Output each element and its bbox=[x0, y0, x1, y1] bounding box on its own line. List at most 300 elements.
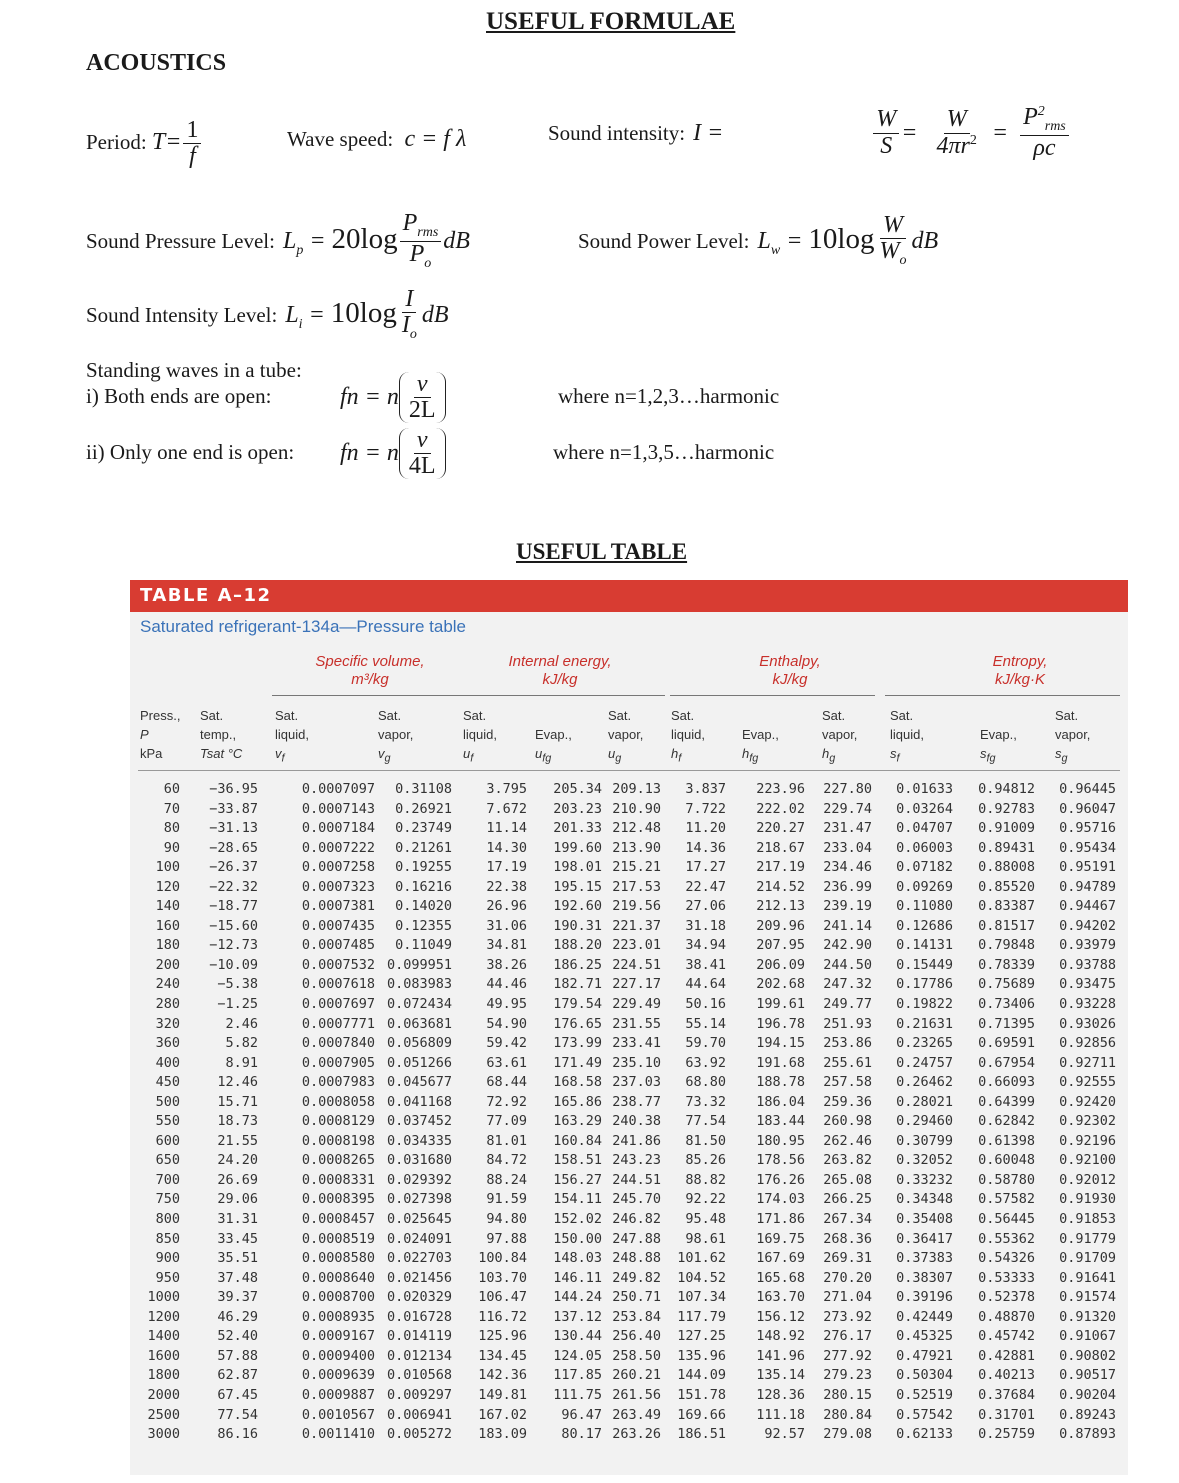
period-label: Period: bbox=[86, 130, 147, 155]
table-cell: 0.93026 bbox=[1059, 1015, 1116, 1032]
table-cell: 0.014119 bbox=[386, 1328, 452, 1345]
table-cell: 0.0007618 bbox=[301, 976, 375, 993]
table-cell: 188.20 bbox=[553, 937, 602, 954]
table-cell: 224.51 bbox=[612, 956, 661, 973]
table-cell: 0.79848 bbox=[978, 937, 1035, 954]
table-cell: 80 bbox=[163, 820, 180, 837]
table-cell: 107.34 bbox=[677, 1289, 726, 1306]
divider bbox=[460, 695, 665, 696]
table-cell: 137.12 bbox=[553, 1308, 602, 1325]
table-cell: 0.88008 bbox=[978, 859, 1035, 876]
table-cell: 0.0007435 bbox=[301, 917, 375, 934]
table-cell: 0.90204 bbox=[1059, 1386, 1116, 1403]
table-cell: 0.0007258 bbox=[301, 859, 375, 876]
column-ufg bbox=[553, 780, 602, 1445]
table-cell: 165.86 bbox=[553, 1093, 602, 1110]
table-cell: 0.0008129 bbox=[301, 1113, 375, 1130]
table-cell: 0.072434 bbox=[386, 996, 452, 1013]
table-cell: 250.71 bbox=[612, 1289, 661, 1306]
table-cell: 0.33232 bbox=[896, 1171, 953, 1188]
table-cell: 176.26 bbox=[756, 1171, 805, 1188]
col-ufg-header: Evap., $u_{fg}$ bbox=[535, 727, 572, 765]
table-cell: 259.36 bbox=[823, 1093, 872, 1110]
table-cell: 176.65 bbox=[553, 1015, 602, 1032]
table-cell: 0.62842 bbox=[978, 1113, 1035, 1130]
table-cell: 77.09 bbox=[486, 1113, 527, 1130]
table-cell: 17.19 bbox=[486, 859, 527, 876]
table-cell: 156.27 bbox=[553, 1171, 602, 1188]
column-hf bbox=[677, 780, 726, 1445]
table-cell: 125.96 bbox=[478, 1328, 527, 1345]
table-cell: 0.0007184 bbox=[301, 820, 375, 837]
table-cell: 186.51 bbox=[677, 1426, 726, 1443]
table-cell: 44.64 bbox=[685, 976, 726, 993]
group-specific-volume: Specific volume, m³/kg bbox=[315, 653, 425, 688]
table-cell: 127.25 bbox=[677, 1328, 726, 1345]
table-cell: 150.00 bbox=[553, 1230, 602, 1247]
table-cell: 111.18 bbox=[756, 1406, 805, 1423]
table-cell: 269.31 bbox=[823, 1250, 872, 1267]
table-cell: 0.95716 bbox=[1059, 820, 1116, 837]
table-cell: 0.020329 bbox=[386, 1289, 452, 1306]
table-cell: 50.16 bbox=[685, 996, 726, 1013]
table-cell: 167.69 bbox=[756, 1250, 805, 1267]
table-cell: 0.61398 bbox=[978, 1132, 1035, 1149]
table-cell: 202.68 bbox=[756, 976, 805, 993]
table-cell: 0.91009 bbox=[978, 820, 1035, 837]
table-cell: 7.672 bbox=[486, 800, 527, 817]
table-cell: 169.66 bbox=[677, 1406, 726, 1423]
divider bbox=[885, 695, 1120, 696]
table-cell: 0.71395 bbox=[978, 1015, 1035, 1032]
one-open-label: ii) Only one end is open: bbox=[86, 440, 295, 464]
table-cell: 231.47 bbox=[823, 820, 872, 837]
table-cell: 240.38 bbox=[612, 1113, 661, 1130]
table-cell: 156.12 bbox=[756, 1308, 805, 1325]
table-cell: −5.38 bbox=[217, 976, 258, 993]
table-cell: 0.024091 bbox=[386, 1230, 452, 1247]
table-cell: 146.11 bbox=[553, 1269, 602, 1286]
table-cell: 35.51 bbox=[217, 1250, 258, 1267]
table-cell: 180.95 bbox=[756, 1132, 805, 1149]
refrigerant-table bbox=[130, 580, 1128, 1475]
table-cell: 167.02 bbox=[478, 1406, 527, 1423]
table-cell: 0.0007532 bbox=[301, 956, 375, 973]
table-cell: 0.42881 bbox=[978, 1347, 1035, 1364]
table-cell: 247.32 bbox=[823, 976, 872, 993]
table-cell: 72.92 bbox=[486, 1093, 527, 1110]
table-cell: 0.31108 bbox=[395, 781, 452, 797]
col-uf-header: Sat. liquid, $u_f$ bbox=[463, 708, 497, 765]
table-cell: 37.48 bbox=[217, 1269, 258, 1286]
table-cell: 0.37383 bbox=[896, 1250, 953, 1267]
standing-waves-heading: Standing waves in a tube: bbox=[86, 358, 302, 382]
table-cell: 231.55 bbox=[612, 1015, 661, 1032]
table-cell: 245.70 bbox=[612, 1191, 661, 1208]
table-cell: 0.95191 bbox=[1059, 859, 1116, 876]
table-cell: 279.23 bbox=[823, 1367, 872, 1384]
table-cell: 261.56 bbox=[612, 1386, 661, 1403]
table-cell: 550 bbox=[155, 1113, 180, 1130]
table-cell: 27.06 bbox=[685, 898, 726, 915]
table-cell: 1000 bbox=[147, 1289, 180, 1306]
col-vf-header: Sat. liquid, $v_f$ bbox=[275, 708, 309, 765]
table-cell: 0.037452 bbox=[386, 1113, 452, 1130]
table-cell: 60 bbox=[163, 781, 180, 797]
table-cell: 18.73 bbox=[217, 1113, 258, 1130]
table-cell: 94.80 bbox=[486, 1211, 527, 1228]
table-cell: 144.24 bbox=[553, 1289, 602, 1306]
table-cell: 0.38307 bbox=[896, 1269, 953, 1286]
table-cell: 0.14131 bbox=[896, 937, 953, 954]
table-cell: 0.07182 bbox=[896, 859, 953, 876]
table-cell: 0.17786 bbox=[896, 976, 953, 993]
table-cell: 191.68 bbox=[756, 1054, 805, 1071]
table-cell: 195.15 bbox=[553, 878, 602, 895]
table-cell: 104.52 bbox=[677, 1269, 726, 1286]
table-cell: 0.53333 bbox=[978, 1269, 1035, 1286]
table-cell: 81.01 bbox=[486, 1132, 527, 1149]
table-cell: 201.33 bbox=[553, 820, 602, 837]
table-cell: 0.92711 bbox=[1059, 1054, 1116, 1071]
table-cell: 0.39196 bbox=[896, 1289, 953, 1306]
table-cell: 21.55 bbox=[217, 1132, 258, 1149]
table-cell: 227.80 bbox=[823, 781, 872, 797]
table-cell: 217.53 bbox=[612, 878, 661, 895]
table-cell: 180 bbox=[155, 937, 180, 954]
table-cell: 1600 bbox=[147, 1347, 180, 1364]
table-cell: 0.92420 bbox=[1059, 1093, 1116, 1110]
table-cell: 97.88 bbox=[486, 1230, 527, 1247]
table-cell: 221.37 bbox=[612, 917, 661, 934]
table-cell: 24.20 bbox=[217, 1152, 258, 1169]
table-cell: 81.50 bbox=[685, 1132, 726, 1149]
table-cell: 0.32052 bbox=[896, 1152, 953, 1169]
table-cell: 223.01 bbox=[612, 937, 661, 954]
table-cell: 128.36 bbox=[756, 1386, 805, 1403]
table-cell: 0.12686 bbox=[896, 917, 953, 934]
table-cell: 0.93228 bbox=[1059, 996, 1116, 1013]
group-entropy: Entropy, kJ/kg·K bbox=[992, 653, 1048, 688]
col-sf-header: Sat. liquid, $s_f$ bbox=[890, 708, 924, 765]
table-cell: 246.82 bbox=[612, 1211, 661, 1228]
table-cell: 57.88 bbox=[217, 1347, 258, 1364]
table-cell: 600 bbox=[155, 1132, 180, 1149]
table-cell: 31.06 bbox=[486, 917, 527, 934]
table-cell: 59.70 bbox=[685, 1035, 726, 1052]
table-cell: 255.61 bbox=[823, 1054, 872, 1071]
table-cell: 0.47921 bbox=[896, 1347, 953, 1364]
table-cell: 173.99 bbox=[553, 1035, 602, 1052]
column-vf bbox=[302, 780, 375, 1445]
table-cell: 0.03264 bbox=[896, 800, 953, 817]
table-cell: 117.79 bbox=[677, 1308, 726, 1325]
table-cell: 11.20 bbox=[685, 820, 726, 837]
table-cell: 49.95 bbox=[486, 996, 527, 1013]
table-cell: 148.03 bbox=[553, 1250, 602, 1267]
table-cell: 0.75689 bbox=[978, 976, 1035, 993]
table-cell: 124.05 bbox=[553, 1347, 602, 1364]
table-cell: 95.48 bbox=[685, 1211, 726, 1228]
table-cell: 186.04 bbox=[756, 1093, 805, 1110]
table-cell: 0.56445 bbox=[978, 1211, 1035, 1228]
table-cell: 0.0008700 bbox=[301, 1289, 375, 1306]
table-cell: 92.22 bbox=[685, 1191, 726, 1208]
table-cell: 0.91067 bbox=[1059, 1328, 1116, 1345]
table-cell: 59.42 bbox=[486, 1035, 527, 1052]
table-cell: 263.49 bbox=[612, 1406, 661, 1423]
table-cell: 0.0008198 bbox=[301, 1132, 375, 1149]
table-cell: 26.69 bbox=[217, 1171, 258, 1188]
table-cell: 0.021456 bbox=[386, 1269, 452, 1286]
both-open-formula: fn = n $\frac{v}{2L}$ bbox=[340, 372, 446, 423]
table-cell: 7.722 bbox=[685, 800, 726, 817]
table-cell: 31.31 bbox=[217, 1211, 258, 1228]
table-cell: 249.82 bbox=[612, 1269, 661, 1286]
table-cell: 88.82 bbox=[685, 1171, 726, 1188]
table-cell: 0.0007381 bbox=[301, 898, 375, 915]
table-cell: 0.92012 bbox=[1059, 1171, 1116, 1188]
table-cell: 140 bbox=[155, 898, 180, 915]
spl-formula: Sound Pressure Level: $L_p = 20\log$ $\frac{P_{rms}}{P_o}$ dB bbox=[86, 210, 470, 271]
table-cell: 263.26 bbox=[612, 1426, 661, 1443]
table-cell: 0.50304 bbox=[896, 1367, 953, 1384]
table-cell: 135.14 bbox=[756, 1367, 805, 1384]
column-vg bbox=[387, 780, 452, 1445]
table-cell: 214.52 bbox=[756, 878, 805, 895]
table-cell: 0.0007983 bbox=[301, 1074, 375, 1091]
table-cell: 0.034335 bbox=[386, 1132, 452, 1149]
table-cell: 360 bbox=[155, 1035, 180, 1052]
table-cell: 265.08 bbox=[823, 1171, 872, 1188]
both-open-label: i) Both ends are open: bbox=[86, 384, 272, 408]
table-cell: 217.19 bbox=[756, 859, 805, 876]
table-cell: 34.81 bbox=[486, 937, 527, 954]
spl-label: Sound Pressure Level: bbox=[86, 228, 275, 253]
table-cell: 700 bbox=[155, 1171, 180, 1188]
table-cell: 0.0009167 bbox=[301, 1328, 375, 1345]
table-cell: 0.62133 bbox=[896, 1426, 953, 1443]
table-cell: 212.48 bbox=[612, 820, 661, 837]
table-cell: 0.099951 bbox=[386, 956, 452, 973]
table-cell: 270.20 bbox=[823, 1269, 872, 1286]
table-cell: −26.37 bbox=[209, 859, 258, 876]
column-sg bbox=[1059, 780, 1116, 1445]
table-cell: 0.93979 bbox=[1059, 937, 1116, 954]
acoustics-heading: ACOUSTICS bbox=[86, 50, 227, 76]
table-cell: 233.41 bbox=[612, 1035, 661, 1052]
table-cell: 0.21261 bbox=[395, 839, 452, 856]
table-cell: 0.94812 bbox=[978, 781, 1035, 797]
table-cell: 199.60 bbox=[553, 839, 602, 856]
table-cell: 750 bbox=[155, 1191, 180, 1208]
table-cell: 850 bbox=[155, 1230, 180, 1247]
table-cell: 253.86 bbox=[823, 1035, 872, 1052]
table-cell: 88.24 bbox=[486, 1171, 527, 1188]
table-cell: 149.81 bbox=[478, 1386, 527, 1403]
table-cell: 0.91320 bbox=[1059, 1308, 1116, 1325]
table-cell: 0.94789 bbox=[1059, 878, 1116, 895]
table-cell: 0.26921 bbox=[395, 800, 452, 817]
table-cell: 54.90 bbox=[486, 1015, 527, 1032]
table-id: TABLE A–12 bbox=[130, 580, 1128, 612]
table-cell: 0.93788 bbox=[1059, 956, 1116, 973]
table-cell: 268.36 bbox=[823, 1230, 872, 1247]
table-cell: 188.78 bbox=[756, 1074, 805, 1091]
table-cell: 0.35408 bbox=[896, 1211, 953, 1228]
table-cell: 130.44 bbox=[553, 1328, 602, 1345]
table-cell: 0.0008331 bbox=[301, 1171, 375, 1188]
table-cell: 0.29460 bbox=[896, 1113, 953, 1130]
table-cell: 279.08 bbox=[823, 1426, 872, 1443]
table-cell: 141.96 bbox=[756, 1347, 805, 1364]
table-cell: 160.84 bbox=[553, 1132, 602, 1149]
col-ug-header: Sat. vapor, $u_g$ bbox=[608, 708, 644, 765]
table-cell: 44.46 bbox=[486, 976, 527, 993]
table-cell: 0.09269 bbox=[896, 878, 953, 895]
table-cell: 116.72 bbox=[478, 1308, 527, 1325]
table-cell: 98.61 bbox=[685, 1230, 726, 1247]
table-cell: 215.21 bbox=[612, 859, 661, 876]
table-cell: −18.77 bbox=[209, 898, 258, 915]
table-cell: 0.60048 bbox=[978, 1152, 1035, 1169]
column-press bbox=[147, 780, 180, 1445]
sound-intensity-formula: Sound intensity: I = $\frac{W}{S}$ = $\frac{W}{4\pi r^2}$ = $\frac{P^2_{rms}}{\rho c}$ bbox=[548, 88, 1071, 178]
table-cell: 244.50 bbox=[823, 956, 872, 973]
table-cell: 218.67 bbox=[756, 839, 805, 856]
table-cell: 0.95434 bbox=[1059, 839, 1116, 856]
table-cell: 163.29 bbox=[553, 1113, 602, 1130]
swl-label: Sound Power Level: bbox=[578, 228, 750, 253]
table-cell: 8.91 bbox=[225, 1054, 258, 1071]
column-sfg bbox=[978, 780, 1035, 1445]
table-cell: 0.11049 bbox=[395, 937, 452, 954]
table-cell: 0.022703 bbox=[386, 1250, 452, 1267]
table-cell: 0.0009887 bbox=[301, 1386, 375, 1403]
col-sfg-header: Evap., $s_{fg}$ bbox=[980, 727, 1017, 765]
table-cell: 260.98 bbox=[823, 1113, 872, 1130]
table-cell: 0.57582 bbox=[978, 1191, 1035, 1208]
table-cell: 186.25 bbox=[553, 956, 602, 973]
table-cell: 15.71 bbox=[217, 1093, 258, 1110]
table-cell: 0.91853 bbox=[1059, 1211, 1116, 1228]
table-cell: 0.0007771 bbox=[301, 1015, 375, 1032]
table-cell: −33.87 bbox=[209, 800, 258, 817]
table-cell: 134.45 bbox=[478, 1347, 527, 1364]
table-cell: 900 bbox=[155, 1250, 180, 1267]
table-cell: 0.045677 bbox=[386, 1074, 452, 1091]
table-cell: 950 bbox=[155, 1269, 180, 1286]
table-cell: 0.45325 bbox=[896, 1328, 953, 1345]
table-subtitle: Saturated refrigerant-134a—Pressure table bbox=[140, 617, 467, 636]
table-cell: 169.75 bbox=[756, 1230, 805, 1247]
table-cell: 212.13 bbox=[756, 898, 805, 915]
table-cell: 52.40 bbox=[217, 1328, 258, 1345]
table-cell: 0.005272 bbox=[386, 1426, 452, 1443]
table-cell: 182.71 bbox=[553, 976, 602, 993]
table-cell: 85.26 bbox=[685, 1152, 726, 1169]
table-cell: 0.94202 bbox=[1059, 917, 1116, 934]
table-cell: 68.80 bbox=[685, 1074, 726, 1091]
table-cell: 0.16216 bbox=[395, 878, 452, 895]
table-cell: 0.0009639 bbox=[301, 1367, 375, 1384]
table-cell: 77.54 bbox=[217, 1406, 258, 1423]
table-cell: 0.67954 bbox=[978, 1054, 1035, 1071]
table-cell: 0.0007905 bbox=[301, 1054, 375, 1071]
col-hf-header: Sat. liquid, $h_f$ bbox=[671, 708, 705, 765]
table-cell: 34.94 bbox=[685, 937, 726, 954]
table-cell: 242.90 bbox=[823, 937, 872, 954]
table-cell: 0.23265 bbox=[896, 1035, 953, 1052]
table-cell: 152.02 bbox=[553, 1211, 602, 1228]
table-cell: 165.68 bbox=[756, 1269, 805, 1286]
table-cell: 210.90 bbox=[612, 800, 661, 817]
table-cell: 276.17 bbox=[823, 1328, 872, 1345]
table-cell: −36.95 bbox=[209, 781, 258, 797]
table-cell: 238.77 bbox=[612, 1093, 661, 1110]
table-cell: 0.051266 bbox=[386, 1054, 452, 1071]
table-cell: 0.0011410 bbox=[301, 1426, 375, 1443]
table-cell: 0.031680 bbox=[386, 1152, 452, 1169]
table-cell: 142.36 bbox=[478, 1367, 527, 1384]
table-cell: 280 bbox=[155, 996, 180, 1013]
table-cell: 0.92100 bbox=[1059, 1152, 1116, 1169]
table-cell: 2000 bbox=[147, 1386, 180, 1403]
table-cell: 148.92 bbox=[756, 1328, 805, 1345]
table-cell: 0.12355 bbox=[395, 917, 452, 934]
table-cell: 0.40213 bbox=[978, 1367, 1035, 1384]
table-cell: 277.92 bbox=[823, 1347, 872, 1364]
table-cell: 86.16 bbox=[217, 1426, 258, 1443]
table-cell: 0.92302 bbox=[1059, 1113, 1116, 1130]
table-cell: 0.91574 bbox=[1059, 1289, 1116, 1306]
table-cell: 84.72 bbox=[486, 1152, 527, 1169]
table-cell: 0.063681 bbox=[386, 1015, 452, 1032]
table-cell: 236.99 bbox=[823, 878, 872, 895]
table-cell: 198.01 bbox=[553, 859, 602, 876]
table-cell: 0.06003 bbox=[896, 839, 953, 856]
table-cell: 33.45 bbox=[217, 1230, 258, 1247]
table-cell: −31.13 bbox=[209, 820, 258, 837]
table-cell: 163.70 bbox=[756, 1289, 805, 1306]
table-cell: 0.85520 bbox=[978, 878, 1035, 895]
table-cell: 263.82 bbox=[823, 1152, 872, 1169]
table-cell: 209.13 bbox=[612, 781, 661, 797]
both-open-note: where n=1,2,3…harmonic bbox=[558, 384, 780, 408]
table-cell: 70 bbox=[163, 800, 180, 817]
table-cell: 0.58780 bbox=[978, 1171, 1035, 1188]
table-cell: 68.44 bbox=[486, 1074, 527, 1091]
table-cell: 3.837 bbox=[685, 781, 726, 797]
table-cell: 240 bbox=[155, 976, 180, 993]
table-cell: 237.03 bbox=[612, 1074, 661, 1091]
table-cell: 0.64399 bbox=[978, 1093, 1035, 1110]
table-cell: 273.92 bbox=[823, 1308, 872, 1325]
table-cell: −12.73 bbox=[209, 937, 258, 954]
table-cell: −1.25 bbox=[217, 996, 258, 1013]
table-cell: 222.02 bbox=[756, 800, 805, 817]
col-vg-header: Sat. vapor, $v_g$ bbox=[378, 708, 414, 765]
table-cell: 0.19822 bbox=[896, 996, 953, 1013]
table-cell: 77.54 bbox=[685, 1113, 726, 1130]
table-cell: 80.17 bbox=[561, 1426, 602, 1443]
table-cell: 117.85 bbox=[553, 1367, 602, 1384]
table-cell: 2.46 bbox=[225, 1015, 258, 1032]
table-cell: 320 bbox=[155, 1015, 180, 1032]
table-cell: 0.010568 bbox=[386, 1367, 452, 1384]
table-cell: 0.78339 bbox=[978, 956, 1035, 973]
table-cell: 260.21 bbox=[612, 1367, 661, 1384]
